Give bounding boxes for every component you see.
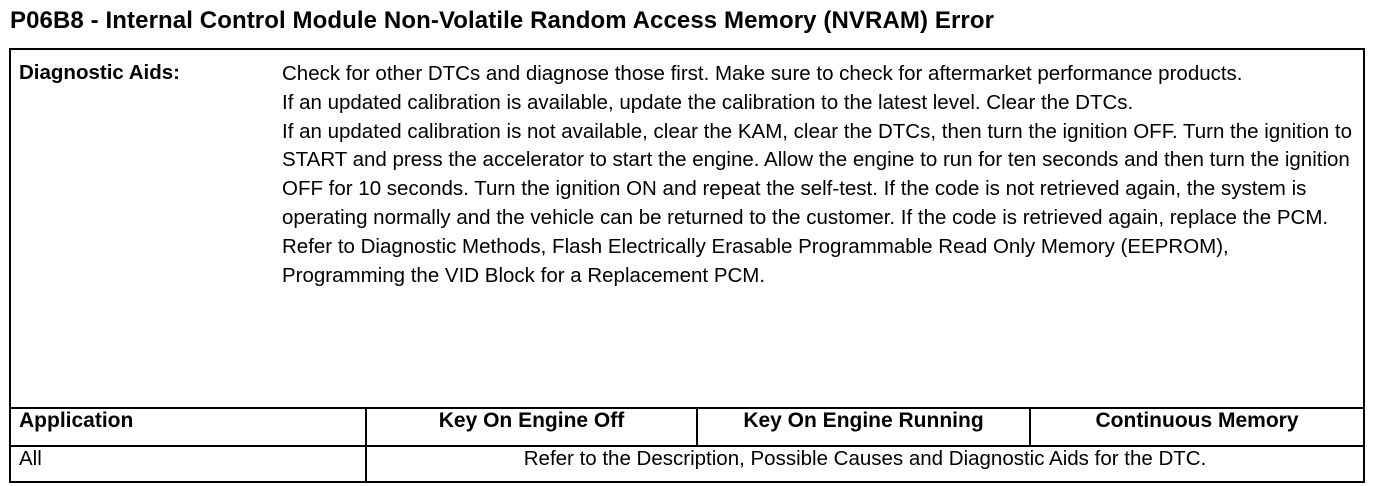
diagnostic-aids-paragraph: If an updated calibration is available, update the calibration to the latest level. Clear the DTCs. [282,90,1134,114]
diagnostic-aids-label: Diagnostic Aids: [10,49,282,408]
header-key-on-engine-off: Key On Engine Off [366,408,697,446]
cell-application: All [10,446,366,482]
diagnostic-table [9,48,1365,483]
diagnostic-aids-paragraph: Check for other DTCs and diagnose those first. Make sure to check for aftermarket performance products. [282,62,1243,85]
table-row [10,446,1364,482]
page-title: P06B8 - Internal Control Module Non-Volatile Random Access Memory (NVRAM) Error [10,7,995,34]
diagnostic-aids-paragraph: If an updated calibration is not available, clear the KAM, clear the DTCs, then turn the ignition OFF. Turn the ignition to START and press the accelerator to start the engine. Allow the engine to run for ten seconds and then turn the ignition OFF for 10 seconds. Turn the ignition ON and repeat the self-test. If the code is not retrieved again, the system is operating normally and the vehicle can be returned to the customer. If the code is retrieved again, replace the PCM. [282,119,1352,229]
diagnostic-aids-row [10,49,1364,408]
header-application: Application [10,408,366,446]
table-header-row [10,408,1364,446]
header-key-on-engine-running: Key On Engine Running [697,408,1030,446]
cell-note: Refer to the Description, Possible Causes and Diagnostic Aids for the DTC. [366,446,1364,482]
diagnostic-aids-text [282,49,1364,408]
diagnostic-aids-paragraph: Refer to Diagnostic Methods, Flash Electrically Erasable Programmable Read Only Memory (EEPROM), Programming the VID Block for a Replacement PCM. [282,234,1229,287]
header-continuous-memory: Continuous Memory [1030,408,1364,446]
